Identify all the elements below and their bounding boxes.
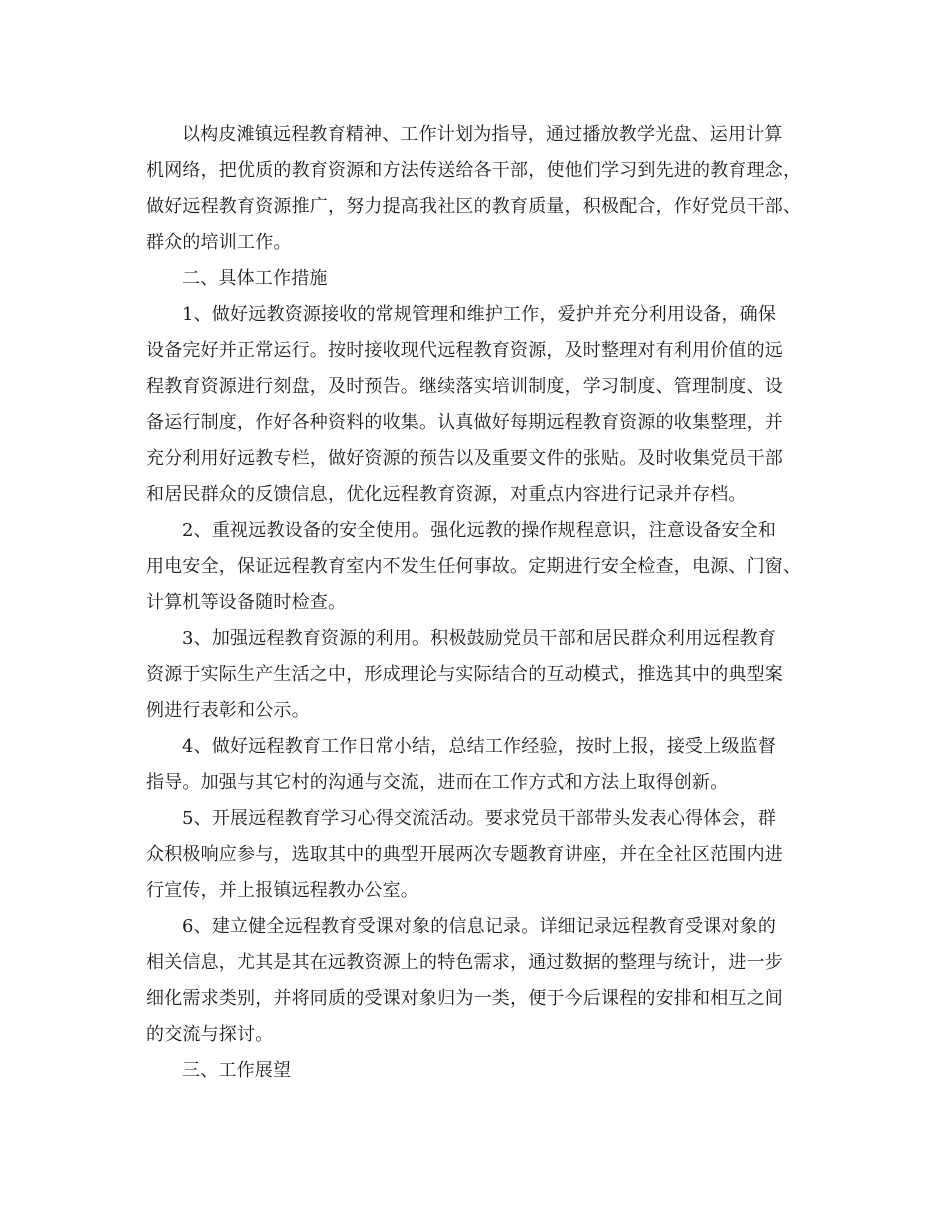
text-line: 以构皮滩镇远程教育精神、工作计划为指导，通过播放教学光盘、运用计算	[182, 124, 783, 145]
text-line: 计算机等设备随时检查。	[146, 592, 347, 613]
text-line: 4、做好远程教育工作日常小结，总结工作经验，按时上报，接受上级监督	[182, 736, 777, 757]
text-line: 3、加强远程教育资源的利用。积极鼓励党员干部和居民群众利用远程教育	[182, 628, 777, 649]
text-line: 6、建立健全远程教育受课对象的信息记录。详细记录远程教育受课对象的	[182, 916, 777, 937]
text-line: 指导。加强与其它村的沟通与交流，进而在工作方式和方法上取得创新。	[146, 772, 729, 793]
paragraph-item-3	[146, 621, 806, 729]
text-line: 2、重视远教设备的安全使用。强化远教的操作规程意识，注意设备安全和	[182, 520, 777, 541]
section-heading: 二、具体工作措施	[182, 268, 328, 289]
text-line: 众积极响应参与，选取其中的典型开展两次专题教育讲座，并在全社区范围内进	[146, 844, 783, 865]
text-line: 群众的培训工作。	[146, 232, 292, 253]
section-heading: 三、工作展望	[182, 1060, 292, 1081]
paragraph-item-4	[146, 729, 806, 801]
text-line: 机网络，把优质的教育资源和方法传送给各干部，使他们学习到先进的教育理念，	[146, 160, 802, 181]
text-line: 5、开展远程教育学习心得交流活动。要求党员干部带头发表心得体会，群	[182, 808, 777, 829]
text-line: 行宣传，并上报镇远程教办公室。	[146, 880, 419, 901]
text-line: 设备完好并正常运行。按时接收现代远程教育资源，及时整理对有利用价值的远	[146, 340, 783, 361]
text-line: 资源于实际生产生活之中，形成理论与实际结合的互动模式，推选其中的典型案	[146, 664, 783, 685]
section-heading-measures	[146, 261, 806, 297]
paragraph-intro	[146, 117, 806, 261]
paragraph-item-2	[146, 513, 806, 621]
text-line: 相关信息，尤其是其在远教资源上的特色需求，通过数据的整理与统计，进一步	[146, 952, 783, 973]
text-line: 和居民群众的反馈信息，优化远程教育资源，对重点内容进行记录并存档。	[146, 484, 747, 505]
document-body	[146, 117, 806, 1089]
text-line: 1、做好远教资源接收的常规管理和维护工作，爱护并充分利用设备，确保	[182, 304, 777, 325]
text-line: 充分利用好远教专栏，做好资源的预告以及重要文件的张贴。及时收集党员干部	[146, 448, 783, 469]
text-line: 细化需求类别，并将同质的受课对象归为一类，便于今后课程的安排和相互之间	[146, 988, 783, 1009]
paragraph-item-5	[146, 801, 806, 909]
paragraph-item-6	[146, 909, 806, 1053]
text-line: 的交流与探讨。	[146, 1024, 274, 1045]
section-heading-outlook	[146, 1053, 806, 1089]
text-line: 例进行表彰和公示。	[146, 700, 310, 721]
text-line: 备运行制度，作好各种资料的收集。认真做好每期远程教育资源的收集整理，并	[146, 412, 783, 433]
text-line: 做好远程教育资源推广，努力提高我社区的教育质量，积极配合，作好党员干部、	[146, 196, 802, 217]
paragraph-item-1	[146, 297, 806, 513]
text-line: 程教育资源进行刻盘，及时预告。继续落实培训制度，学习制度、管理制度、设	[146, 376, 783, 397]
text-line: 用电安全，保证远程教育室内不发生任何事故。定期进行安全检查，电源、门窗、	[146, 556, 802, 577]
